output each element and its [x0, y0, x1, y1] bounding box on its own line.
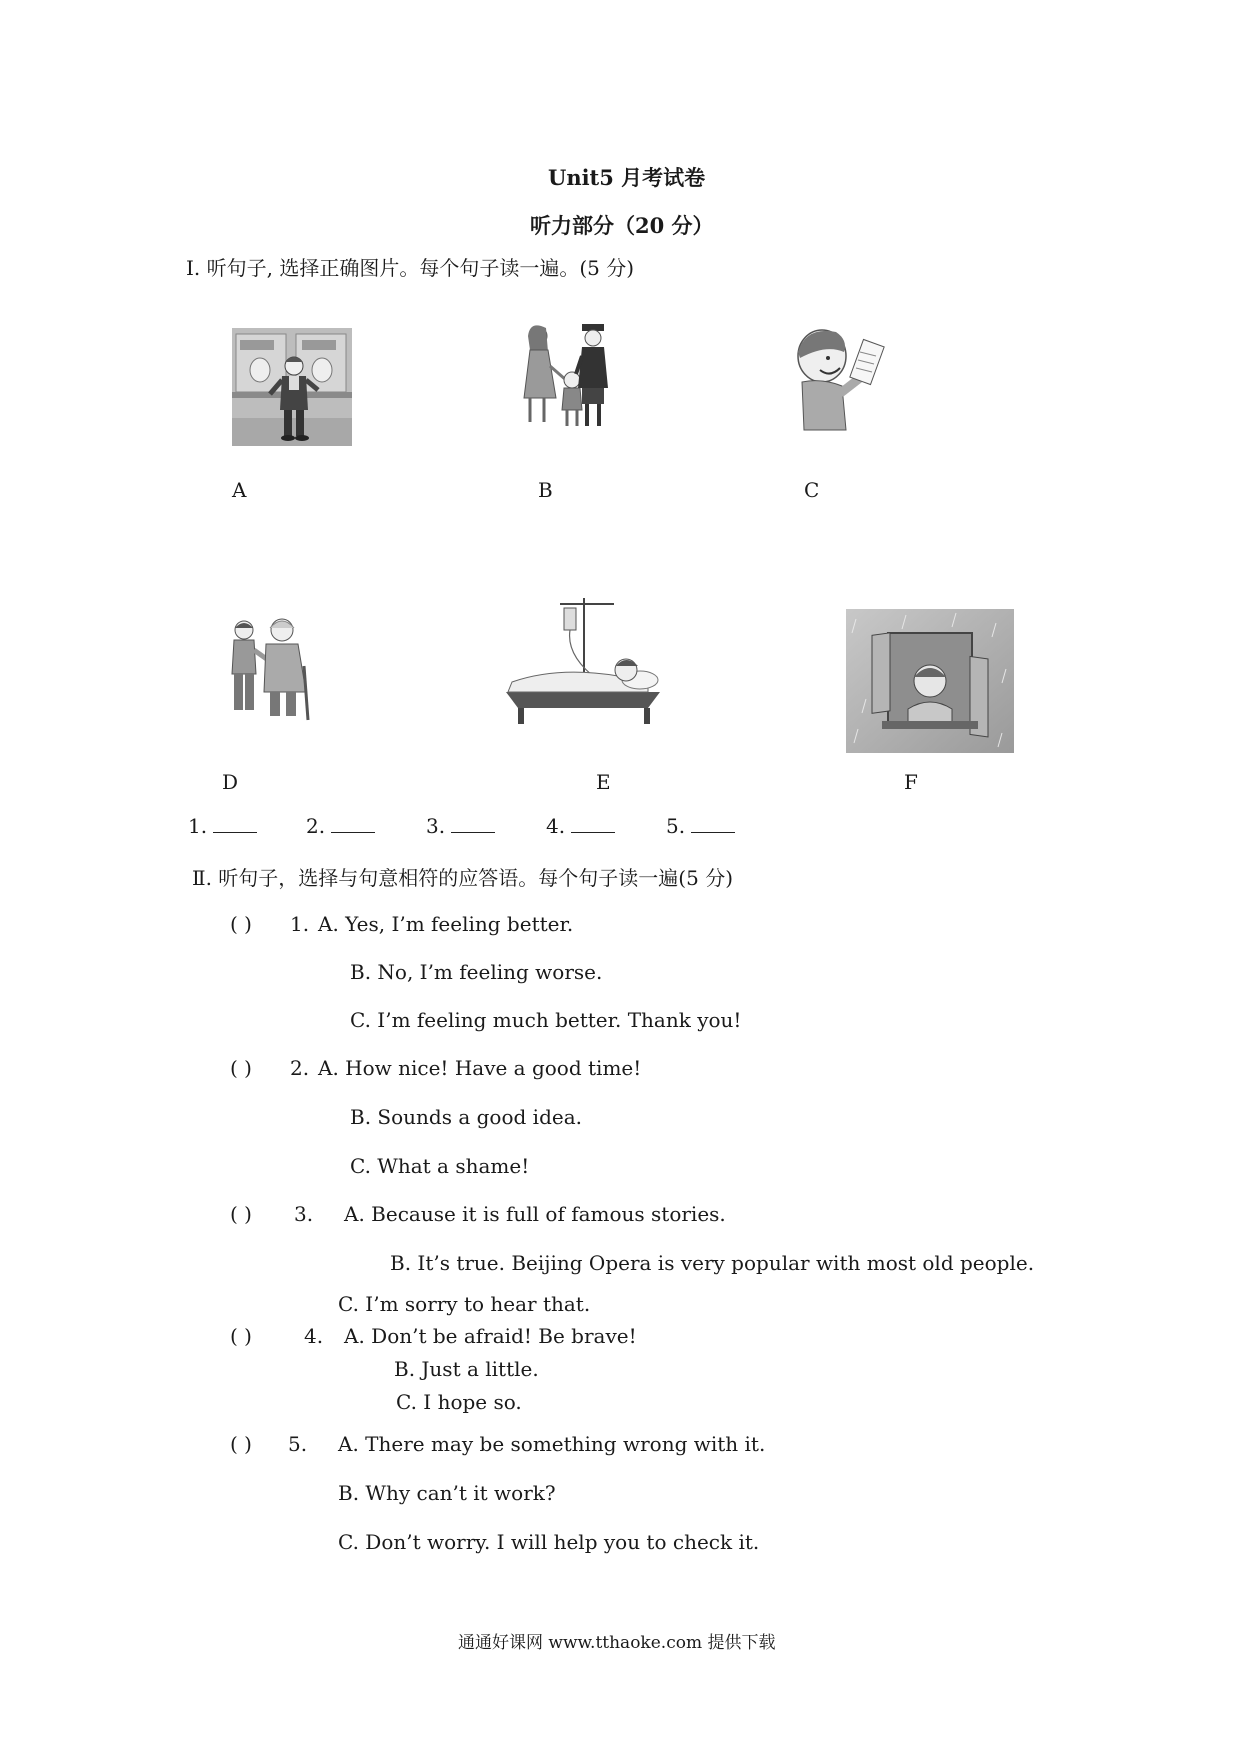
answer-blank-4[interactable] — [546, 814, 615, 838]
answer-blank-5[interactable] — [666, 814, 735, 838]
picture-label-f: F — [904, 770, 918, 794]
boy-at-window-in-rain-icon — [846, 609, 1014, 753]
question-2-number: 2. — [290, 1056, 310, 1080]
answer-blank-line — [571, 814, 615, 833]
question-3-number: 3. — [294, 1202, 314, 1226]
question-4-paren[interactable]: ( ) — [230, 1324, 252, 1348]
question-5-option-a: A. There may be something wrong with it. — [338, 1432, 766, 1456]
question-3-paren[interactable]: ( ) — [230, 1202, 252, 1226]
section2-heading: Ⅱ. 听句子，选择与句意相符的应答语。每个句子读一遍(5 分) — [192, 866, 733, 890]
question-4-option-b: B. Just a little. — [394, 1357, 539, 1381]
mother-child-policewoman-icon — [516, 322, 616, 432]
question-2-option-c: C. What a shame! — [350, 1154, 530, 1178]
picture-label-b: B — [538, 478, 553, 502]
answer-blank-number: 1. — [188, 814, 208, 838]
section1-heading: Ⅰ. 听句子, 选择正确图片。每个句子读一遍。(5 分) — [186, 256, 635, 280]
question-1-number: 1. — [290, 912, 310, 936]
question-2-option-b: B. Sounds a good idea. — [350, 1105, 582, 1129]
question-2-paren[interactable]: ( ) — [230, 1056, 252, 1080]
picture-label-c: C — [804, 478, 820, 502]
answer-blank-number: 5. — [666, 814, 686, 838]
boy-holding-ticket-icon — [786, 322, 896, 432]
question-5-option-b: B. Why can’t it work? — [338, 1481, 556, 1505]
answer-blank-2[interactable] — [306, 814, 375, 838]
question-2-option-a: A. How nice! Have a good time! — [318, 1056, 642, 1080]
page-footer: 通通好课网 www.tthaoke.com 提供下载 — [458, 1633, 776, 1653]
question-1-option-a: A. Yes, I’m feeling better. — [318, 912, 574, 936]
question-4-number: 4. — [304, 1324, 324, 1348]
answer-blank-line — [691, 814, 735, 833]
answer-blank-line — [331, 814, 375, 833]
answer-blank-line — [451, 814, 495, 833]
question-1-paren[interactable]: ( ) — [230, 912, 252, 936]
question-5-paren[interactable]: ( ) — [230, 1432, 252, 1456]
picture-label-a: A — [232, 478, 247, 502]
answer-blank-number: 4. — [546, 814, 566, 838]
answer-blank-number: 2. — [306, 814, 326, 838]
question-1-option-b: B. No, I’m feeling worse. — [350, 960, 603, 984]
question-4-option-c: C. I hope so. — [396, 1390, 522, 1414]
answer-blank-1[interactable] — [188, 814, 257, 838]
answer-blank-3[interactable] — [426, 814, 495, 838]
question-3-option-c: C. I’m sorry to hear that. — [338, 1292, 591, 1316]
question-3-option-a: A. Because it is full of famous stories. — [344, 1202, 726, 1226]
page-title: Unit5 月考试卷 — [548, 165, 706, 190]
patient-on-hospital-bed-icon — [498, 596, 668, 726]
picture-label-d: D — [222, 770, 239, 794]
page-subtitle: 听力部分（20 分） — [530, 213, 714, 238]
answer-blank-number: 3. — [426, 814, 446, 838]
question-1-option-c: C. I’m feeling much better. Thank you! — [350, 1008, 742, 1032]
boy-helping-old-man-icon — [226, 616, 316, 726]
question-4-option-a: A. Don’t be afraid! Be brave! — [344, 1324, 637, 1348]
picture-label-e: E — [596, 770, 611, 794]
question-5-number: 5. — [288, 1432, 308, 1456]
question-5-option-c: C. Don’t worry. I will help you to check it. — [338, 1530, 760, 1554]
man-at-ticket-window-icon — [232, 328, 352, 446]
question-3-option-b: B. It’s true. Beijing Opera is very popular with most old people. — [390, 1251, 1035, 1275]
answer-blank-line — [213, 814, 257, 833]
